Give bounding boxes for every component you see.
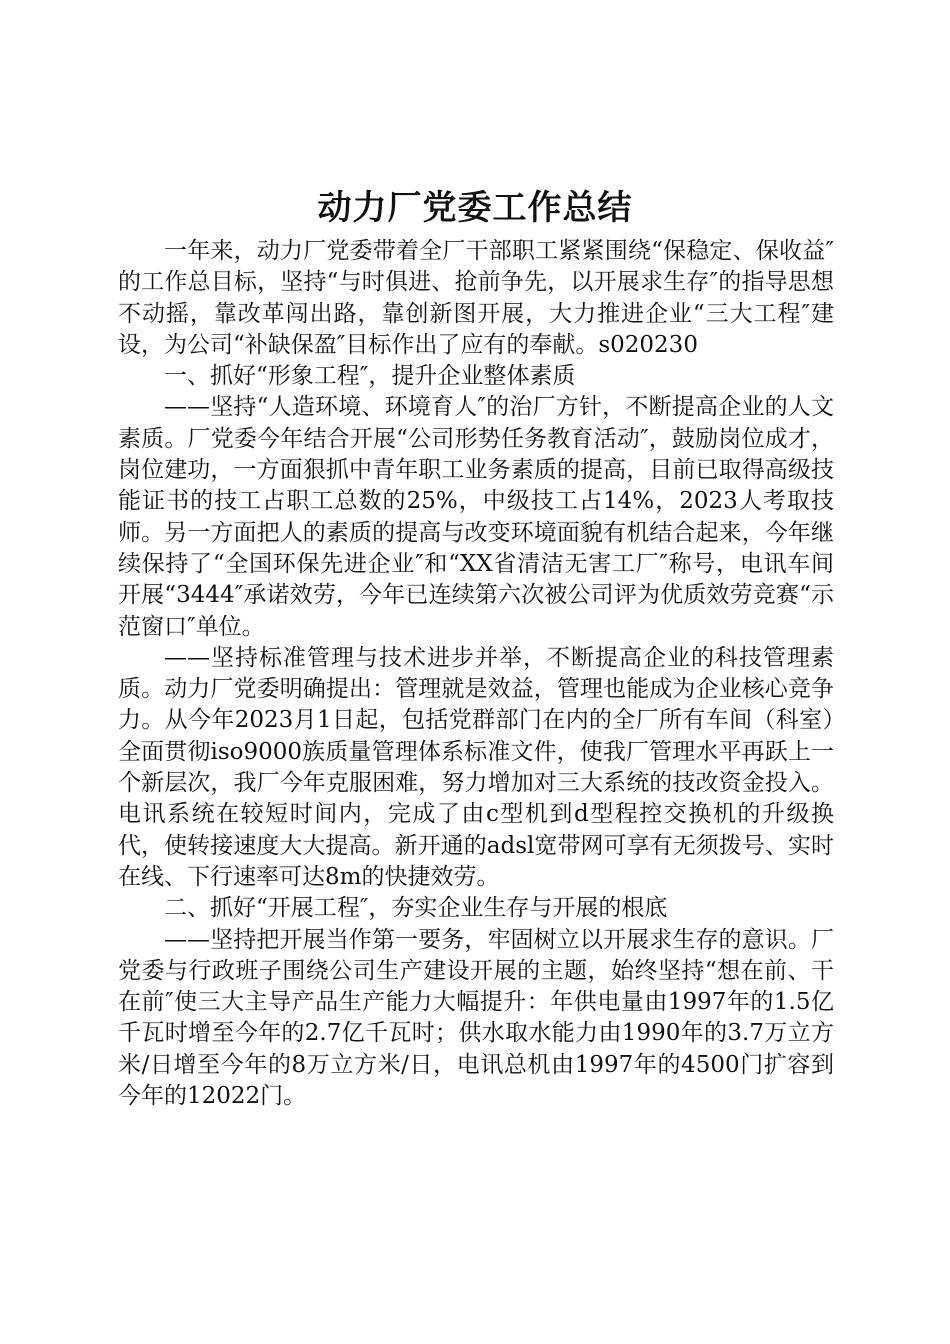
- intro-paragraph: 一年来，动力厂党委带着全厂干部职工紧紧围绕“保稳定、保收益″的工作总目标，坚持“与时俱进、抢前争先，以开展求生存″的指导思想不动摇，靠改革闯出路，靠创新图开展，大力推进企业“三大工程″建设，为公司“补缺保盈″目标作出了应有的奉献。s020230: [118, 238, 834, 358]
- section-1-paragraph-2: ——坚持标准管理与技术进步并举，不断提高企业的科技管理素质。动力厂党委明确提出：管理就是效益，管理也能成为企业核心竞争力。从今年2023月1日起，包括党群部门在内的全厂所有车间（科室）全面贯彻iso9000族质量管理体系标准文件，使我厂管理水平再跃上一个新层次，我厂今年克服困难，努力增加对三大系统的技改资金投入。电讯系统在较短时间内，完成了由c型机到d型程控交换机的升级换代，使转接速度大大提高。新开通的adsl宽带网可享有无须拨号、实时在线、下行速率可达8m的快捷效劳。: [118, 644, 834, 890]
- document-title: 动力厂党委工作总结: [317, 188, 633, 228]
- section-heading-2: 二、抓好“开展工程″，夯实企业生存与开展的根底: [164, 895, 668, 922]
- section-heading-1: 一、抓好“形象工程″，提升企业整体素质: [164, 363, 576, 390]
- document-body: [118, 236, 834, 1112]
- section-2-paragraph-1: ——坚持把开展当作第一要务，牢固树立以开展求生存的意识。厂党委与行政班子围绕公司生产建设开展的主题，始终坚持“想在前、干在前″使三大主导产品生产能力大幅提升：年供电量由1997年的1.5亿千瓦时增至今年的2.7亿千瓦时；供水取水能力由1990年的3.7万立方米/日增至今年的8万立方米/日，电讯总机由1997年的4500门扩容到今年的12022门。: [118, 926, 834, 1110]
- section-1-paragraph-1: ——坚持“人造环境、环境育人″的治厂方针，不断提高企业的人文素质。厂党委今年结合开展“公司形势任务教育活动″，鼓励岗位成才，岗位建功，一方面狠抓中青年职工业务素质的提高，目前已取得高级技能证书的技工占职工总数的25%，中级技工占14%，2023人考取技师。另一方面把人的素质的提高与改变环境面貌有机结合起来，今年继续保持了“全国环保先进企业″和“XX省清洁无害工厂″称号，电讯车间开展“3444″承诺效劳，今年已连续第六次被公司评为优质效劳竞赛“示范窗口″单位。: [118, 394, 834, 640]
